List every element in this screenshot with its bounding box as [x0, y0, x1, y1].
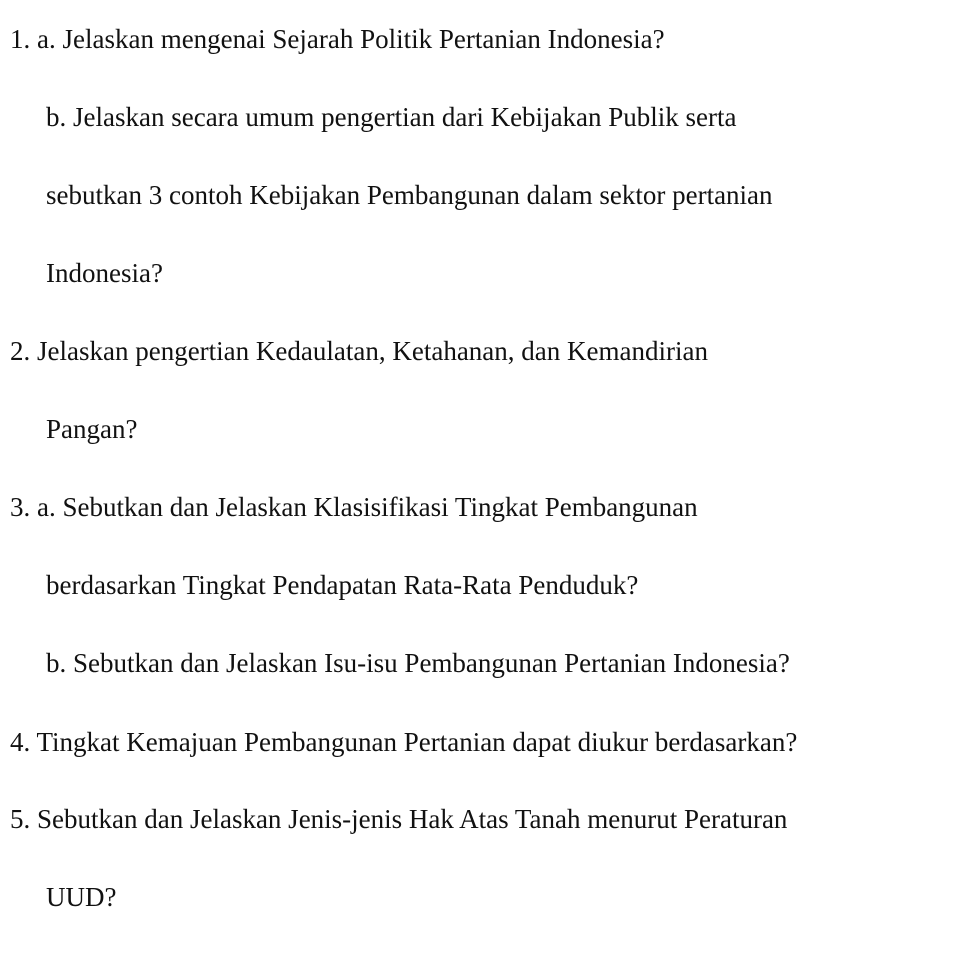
question-1b-line-1: b. Jelaskan secara umum pengertian dari Kebijakan Publik serta	[46, 102, 737, 132]
question-3a-line-2: berdasarkan Tingkat Pendapatan Rata-Rata Penduduk?	[46, 570, 639, 600]
question-2-line-2: Pangan?	[46, 414, 138, 444]
question-2-line-1: 2. Jelaskan pengertian Kedaulatan, Ketahanan, dan Kemandirian	[10, 336, 708, 366]
question-1b-line-3: Indonesia?	[46, 258, 163, 288]
question-4-line-1: 4. Tingkat Kemajuan Pembangunan Pertanian dapat diukur berdasarkan?	[10, 727, 798, 757]
question-1a-line-1: 1. a. Jelaskan mengenai Sejarah Politik Pertanian Indonesia?	[10, 24, 665, 54]
question-1b-line-2: sebutkan 3 contoh Kebijakan Pembangunan dalam sektor pertanian	[46, 180, 773, 210]
question-5-line-1: 5. Sebutkan dan Jelaskan Jenis-jenis Hak Atas Tanah menurut Peraturan	[10, 804, 788, 834]
question-5-line-2: UUD?	[46, 882, 117, 912]
question-3a-line-1: 3. a. Sebutkan dan Jelaskan Klasisifikasi Tingkat Pembangunan	[10, 492, 698, 522]
question-3b-line-1: b. Sebutkan dan Jelaskan Isu-isu Pembangunan Pertanian Indonesia?	[46, 648, 790, 678]
